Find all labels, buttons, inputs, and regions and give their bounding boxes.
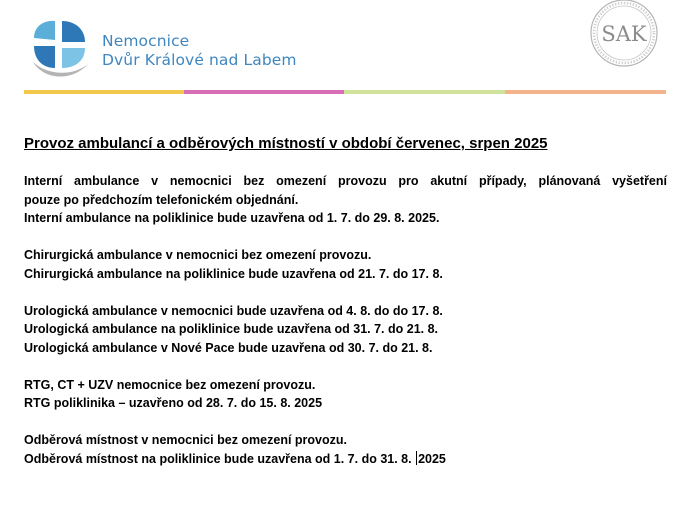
divider-segment-4 [505, 90, 666, 94]
section-line: Chirurgická ambulance na poliklinice bude uzavřena od 21. 7. do 17. 8. [24, 266, 443, 281]
section-radiology [24, 376, 667, 413]
section-surgery [24, 246, 667, 283]
section-line: Interní ambulance na poliklinice bude uzavřena od 1. 7. do 29. 8. 2025. [24, 211, 440, 225]
section-line: pouze po předchozím telefonickém objednání. [24, 192, 299, 207]
section-blood-collection [24, 431, 667, 468]
header-divider [24, 90, 666, 94]
section-line: Urologická ambulance na poliklinice bude uzavřena od 31. 7. do 21. 8. [24, 322, 439, 336]
section-line: RTG, CT + UZV nemocnice bez omezení provozu. [24, 377, 316, 392]
organization-name [102, 32, 297, 70]
section-line-year: 2025 [418, 451, 446, 466]
section-line: Urologická ambulance v nemocnici bude uzavřena od 4. 8. do do 17. 8. [24, 303, 443, 318]
divider-segment-2 [184, 90, 344, 94]
divider-segment-1 [24, 90, 184, 94]
document-body [24, 134, 667, 487]
section-internal [24, 172, 667, 228]
section-line: RTG poliklinika – uzavřeno od 28. 7. do 15. 8. 2025 [24, 396, 323, 410]
document-title: Provoz ambulancí a odběrových místností v období červenec, srpen 2025 [24, 135, 548, 152]
section-line: Odběrová místnost v nemocnici bez omezení provozu. [24, 433, 347, 447]
hospital-cross-logo-icon [30, 18, 90, 80]
section-line: Urologická ambulance v Nové Pace bude uzavřena od 30. 7. do 21. 8. [24, 340, 433, 355]
section-line-text: Odběrová místnost na poliklinice bude uzavřena od 1. 7. do 31. 8. [24, 451, 416, 466]
sak-accreditation-seal-icon [586, 0, 664, 70]
organization-name-line2: Dvůr Králové nad Labem [102, 51, 297, 69]
divider-segment-3 [344, 90, 505, 94]
section-line: Interní ambulance v nemocnici bez omezení provozu pro akutní případy, plánovaná vyšetření [24, 174, 667, 188]
section-line: Chirurgická ambulance v nemocnici bez omezení provozu. [24, 248, 372, 262]
section-urology [24, 302, 667, 358]
text-cursor [416, 451, 417, 465]
organization-name-line1: Nemocnice [102, 32, 190, 50]
section-line [24, 450, 667, 469]
seal-text: SAK [601, 22, 647, 46]
